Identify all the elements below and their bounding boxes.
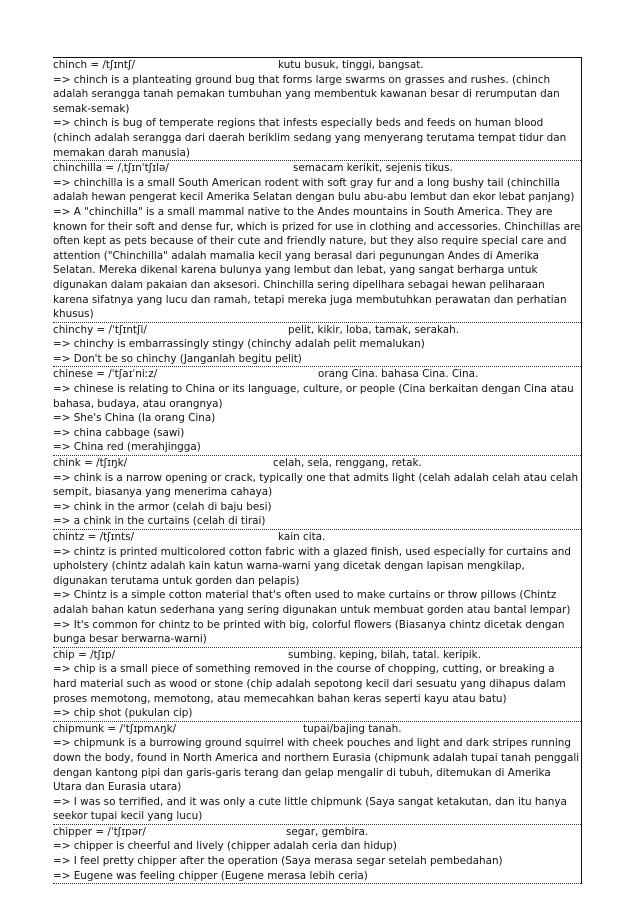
example-line: => China red (merahjingga) <box>53 441 201 454</box>
example-line: => a chink in the curtains (celah di tirai) <box>53 515 266 528</box>
example-line: => chinch is bug of temperate regions that infests especially beds and feeds on human blood (chinch adalah serangga dari daerah beriklim sedang yang menyerang terutama tempat tidur dan memakan darah manusia) <box>53 117 567 159</box>
dictionary-entry <box>53 648 581 722</box>
example-line: => She's China (Ia orang Cina) <box>53 412 216 425</box>
headword: chinch = /tʃɪntʃ/ <box>53 59 135 71</box>
dictionary-entry <box>53 722 581 825</box>
dictionary-entry <box>53 323 581 368</box>
headword: chinese = /ˈtʃaɪˈniːz/ <box>53 368 158 381</box>
example-line: => chink is a narrow opening or crack, typically one that admits light (celah adalah celah atau celah sempit, biasanya yang menerima cahaya) <box>53 471 579 499</box>
example-line: => chip is a small piece of something removed in the course of chopping, cutting, or breaking a hard material such as wood or stone (chip adalah sepotong kecil dari sesuatu yang dihapus dalam proses memotong, memotong, atau memecahkan bahan keras seperti kayu atau batu) <box>53 663 566 705</box>
translation: kain cita. <box>278 531 326 543</box>
example-line: => Don't be so chinchy (Janganlah begitu pelit) <box>53 352 302 365</box>
example-line: => Eugene was feeling chipper (Eugene merasa lebih ceria) <box>53 869 368 882</box>
dictionary-entry <box>53 530 581 648</box>
translation: sumbing. keping, bilah, tatal. keripik. <box>288 648 482 661</box>
entry-header <box>53 722 581 737</box>
headword: chipmunk = /ˈtʃɪpmʌŋk/ <box>53 722 177 735</box>
dictionary-entry <box>53 367 581 456</box>
entry-header <box>53 323 581 338</box>
dictionary-entry <box>53 161 581 323</box>
translation: kutu busuk, tinggi, bangsat. <box>278 59 424 71</box>
translation: tupai/bajing tanah. <box>303 722 402 735</box>
headword: chink = /tʃɪŋk/ <box>53 457 128 470</box>
entry-header <box>53 530 581 545</box>
dictionary-entry <box>53 456 581 530</box>
example-line: => I feel pretty chipper after the operation (Saya merasa segar setelah pembedahan) <box>53 855 503 868</box>
entry-header <box>53 456 581 471</box>
example-line: => chipmunk is a burrowing ground squirrel with cheek pouches and light and dark stripes running down the body, found in North America and northern Eurasia (chipmunk adalah tupai tanah penggali dengan kantong pipi dan garis-garis terang dan gelap mengalir di tubuh, ditemukan di Amerika Utara dan Eurasia utara) <box>53 737 580 794</box>
headword: chinchilla = /ˌtʃɪnˈtʃɪlə/ <box>53 162 169 175</box>
translation: orang Cina. bahasa Cina. Cina. <box>318 368 479 381</box>
entry-header <box>53 161 581 176</box>
headword: chip = /tʃɪp/ <box>53 648 116 661</box>
example-line: => chintz is printed multicolored cotton fabric with a glazed finish, used especially for curtains and upholstery (chintz adalah kain katun warna-warni yang dicetak dengan lapisan mengkilap, digunakan terutama untuk gorden dan pelapis) <box>53 545 571 587</box>
example-line: => chinch is a planteating ground bug that forms large swarms on grasses and rushes. (chinch adalah serangga tanah pemakan tumbuhan yang membentuk kawanan besar di rerumputan dan semak-semak) <box>53 73 560 115</box>
example-line: => chinese is relating to China or its language, culture, or people (Cina berkaitan dengan Cina atau bahasa, budaya, atau orangnya) <box>53 383 574 410</box>
translation: semacam kerikit, sejenis tikus. <box>293 162 453 175</box>
example-line: => It's common for chintz to be printed with big, colorful flowers (Biasanya chintz dicetak dengan bunga besar berwarna-warni) <box>53 618 565 646</box>
example-line: => chinchilla is a small South American rodent with soft gray fur and a long bushy tail (chinchilla adalah hewan pengerat kecil Amerika Selatan dengan bulu abu-abu lembut dan ekor lebat panjang) <box>53 176 575 204</box>
entry-header <box>53 367 581 382</box>
headword: chipper = /ˈtʃɪpər/ <box>53 825 146 838</box>
headword: chinchy = /ˈtʃɪntʃi/ <box>53 323 147 336</box>
entry-header <box>53 825 581 840</box>
example-line: => chip shot (pukulan cip) <box>53 707 193 720</box>
translation: segar, gembira. <box>286 825 369 838</box>
example-line: => chink in the armor (celah di baju besi) <box>53 500 272 513</box>
headword: chintz = /tʃɪnts/ <box>53 531 135 543</box>
example-line: => chinchy is embarrassingly stingy (chinchy adalah pelit memalukan) <box>53 338 425 351</box>
dictionary-entry <box>53 57 581 161</box>
example-line: => china cabbage (sawi) <box>53 426 185 439</box>
example-line: => Chintz is a simple cotton material that's often used to make curtains or throw pillows (Chintz adalah bahan katun sederhana yang sering digunakan untuk membuat gorden atau bantal lempar) <box>53 589 571 616</box>
translation: pelit, kikir, loba, tamak, serakah. <box>288 323 460 336</box>
example-line: => A "chinchilla" is a small mammal native to the Andes mountains in South America. They are known for their soft and dense fur, which is prized for use in clothing and accessories. Chinchillas are often kept as pets because of their cute and friendly nature, but they also require special care and attention ("Chinchilla" adalah mamalia kecil yang berasal dari pegunungan Andes di Amerika Selatan. Mereka dikenal karena bulunya yang lembut dan lebat, yang sangat berharga untuk digunakan dalam pakaian dan aksesori. Chinchilla sering dipelihara sebagai hewan peliharaan karena sifatnya yang lucu dan ramah, tetapi mereka juga membutuhkan perawatan dan perhatian khusus) <box>53 205 581 321</box>
dictionary-page <box>53 57 582 884</box>
entry-header <box>53 648 581 663</box>
translation: celah, sela, renggang, retak. <box>273 457 422 470</box>
example-line: => I was so terrified, and it was only a cute little chipmunk (Saya sangat ketakutan, dan itu hanya seekor tupai kecil yang lucu) <box>53 795 567 823</box>
example-line: => chipper is cheerful and lively (chipper adalah ceria dan hidup) <box>53 840 397 853</box>
dictionary-entry <box>53 825 581 884</box>
entry-header <box>53 58 581 73</box>
